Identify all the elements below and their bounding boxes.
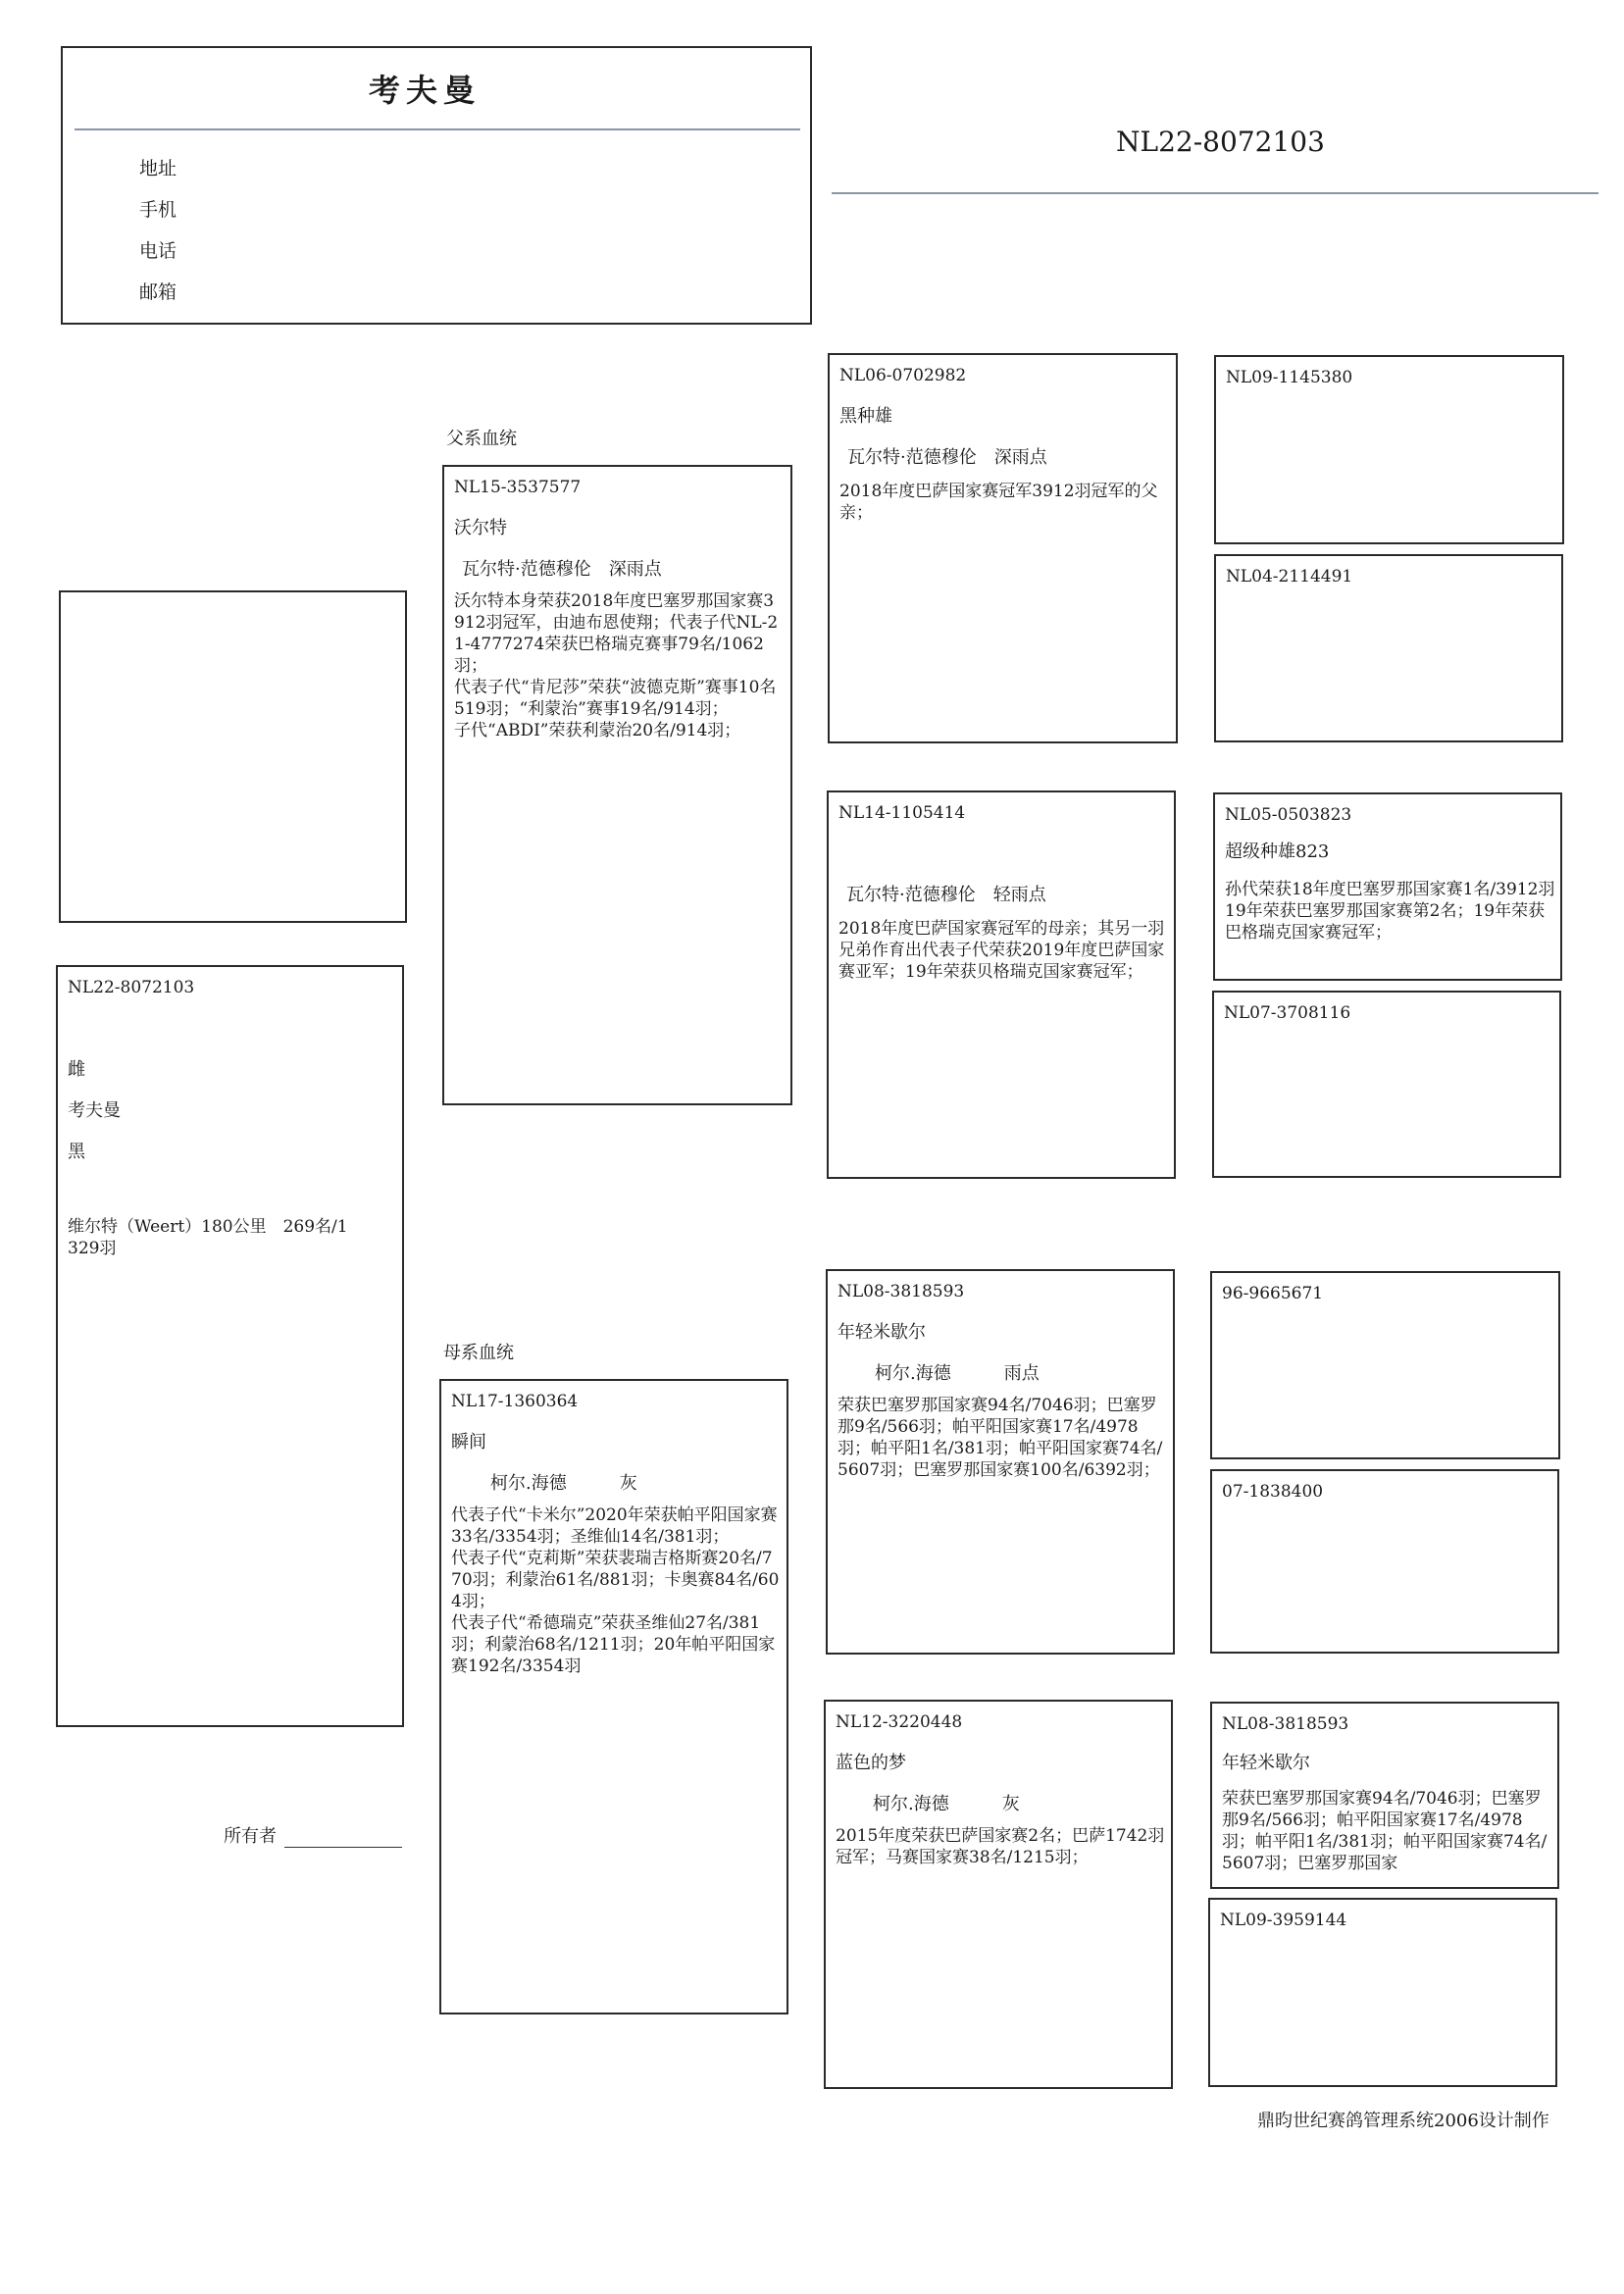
header-box: [61, 46, 812, 325]
subject-color: 黑: [68, 1142, 85, 1162]
dsd-ring: 07-1838400: [1222, 1482, 1324, 1502]
dam-ring: NL17-1360364: [451, 1392, 579, 1411]
mobile-label: 手机: [139, 199, 178, 221]
email-label: 邮箱: [139, 281, 178, 303]
dd-ring: NL12-3220448: [836, 1712, 963, 1732]
subject-result: 维尔特（Weert）180公里 269名/1329羽: [68, 1217, 348, 1258]
sire-name: 沃尔特: [454, 518, 507, 538]
dds-name: 年轻米歇尔: [1222, 1753, 1310, 1773]
sd-notes: 2018年度巴萨国家赛冠军的母亲；其另一羽兄弟作育出代表子代荣获2019年度巴萨国家赛亚军；19年荣获贝格瑞克国家赛冠军；: [838, 919, 1165, 982]
sss-ring: NL09-1145380: [1226, 368, 1353, 387]
sd-ring: NL14-1105414: [838, 803, 966, 823]
dam-name: 瞬间: [451, 1432, 486, 1453]
ssd-ring: NL04-2114491: [1226, 567, 1353, 586]
dsd-box: [1210, 1469, 1559, 1654]
ds-name: 年轻米歇尔: [837, 1322, 926, 1343]
dd-name: 蓝色的梦: [836, 1753, 906, 1773]
sds-box: [1213, 792, 1562, 981]
subject-ring: NL22-8072103: [68, 978, 195, 997]
dd-notes: 2015年度荣获巴萨国家赛2名；巴萨1742羽冠军；马赛国家赛38名/1215羽；: [836, 1826, 1165, 1867]
sdd-box: [1212, 991, 1561, 1178]
sire-ring: NL15-3537577: [454, 478, 582, 497]
ds-box: [826, 1269, 1175, 1655]
ss-ring: NL06-0702982: [839, 366, 967, 385]
subject-name: 考夫曼: [68, 1100, 121, 1121]
sds-notes: 孙代荣获18年度巴塞罗那国家赛1名/3912羽 19年荣获巴塞罗那国家赛第2名；19年荣获巴格瑞克国家赛冠军；: [1225, 880, 1555, 943]
owner-underline: [284, 1847, 402, 1848]
sds-ring: NL05-0503823: [1225, 805, 1352, 825]
footer-credit: 鼎昀世纪赛鸽管理系统2006设计制作: [1257, 2111, 1549, 2131]
header-title: 考夫曼: [369, 72, 482, 109]
ds-ring: NL08-3818593: [837, 1282, 965, 1301]
ddd-ring: NL09-3959144: [1220, 1911, 1347, 1930]
dam-box: [439, 1379, 788, 2014]
sdd-ring: NL07-3708116: [1224, 1003, 1351, 1023]
phone-label: 电话: [139, 240, 178, 262]
owner-label: 所有者: [224, 1826, 277, 1847]
dds-box: [1210, 1702, 1559, 1889]
dd-box: [824, 1700, 1173, 2089]
dam-breeder-color: 柯尔.海德 灰: [490, 1473, 637, 1494]
header-divider: [75, 128, 800, 130]
dds-ring: NL08-3818593: [1222, 1714, 1349, 1734]
ss-name: 黑种雄: [839, 406, 892, 427]
ds-notes: 荣获巴塞罗那国家赛94名/7046羽；巴塞罗那9名/566羽；帕平阳国家赛17名/4978羽；帕平阳1名/381羽；帕平阳国家赛74名/5607羽；巴塞罗那国家赛100名/6392羽；: [837, 1396, 1163, 1480]
photo-box: [59, 590, 407, 923]
ring-underline: [832, 192, 1599, 194]
header-ring-number: NL22-8072103: [1116, 126, 1325, 158]
sd-breeder-color: 瓦尔特·范德穆伦 轻雨点: [846, 885, 1046, 905]
dss-box: [1210, 1271, 1560, 1459]
sss-box: [1214, 355, 1564, 544]
dam-notes: 代表子代“卡米尔”2020年荣获帕平阳国家赛33名/3354羽；圣维仙14名/381羽； 代表子代“克莉斯”荣获裴瑞吉格斯赛20名/770羽；利蒙治61名/881羽；卡奥赛84名/604羽； 代表子代“希德瑞克”荣获圣维仙27名/381羽；利蒙治68名/1211羽；20年帕平阳国家赛192名/3354羽: [451, 1505, 780, 1676]
ssd-box: [1214, 554, 1563, 742]
ss-box: [828, 353, 1178, 743]
dam-line-label: 母系血统: [443, 1343, 514, 1363]
sire-breeder-color: 瓦尔特·范德穆伦 深雨点: [462, 559, 662, 580]
sds-name: 超级种雄823: [1225, 841, 1330, 862]
dd-breeder-color: 柯尔.海德 灰: [873, 1794, 1020, 1814]
ds-breeder-color: 柯尔.海德 雨点: [875, 1363, 1040, 1384]
ddd-box: [1208, 1898, 1557, 2087]
sire-line-label: 父系血统: [446, 429, 517, 449]
subject-box: [56, 965, 404, 1727]
dds-notes: 荣获巴塞罗那国家赛94名/7046羽；巴塞罗那9名/566羽；帕平阳国家赛17名/4978羽；帕平阳1名/381羽；帕平阳国家赛74名/5607羽；巴塞罗那国家: [1222, 1789, 1548, 1873]
address-label: 地址: [139, 158, 178, 179]
sire-notes: 沃尔特本身荣获2018年度巴塞罗那国家赛3912羽冠军，由迪布恩使翔；代表子代NL-21-4777274荣获巴格瑞克赛事79名/1062羽； 代表子代“肯尼莎”荣获“波德克斯”赛事10名519羽；“利蒙治”赛事19名/914羽； 子代“ABDI”荣获利蒙治20名/914羽；: [454, 591, 779, 740]
dss-ring: 96-9665671: [1222, 1284, 1324, 1303]
sire-box: [442, 465, 792, 1105]
ss-breeder-color: 瓦尔特·范德穆伦 深雨点: [847, 447, 1047, 468]
sd-box: [827, 790, 1176, 1179]
subject-sex: 雌: [68, 1059, 85, 1080]
ss-notes: 2018年度巴萨国家赛冠军3912羽冠军的父亲；: [839, 482, 1158, 523]
